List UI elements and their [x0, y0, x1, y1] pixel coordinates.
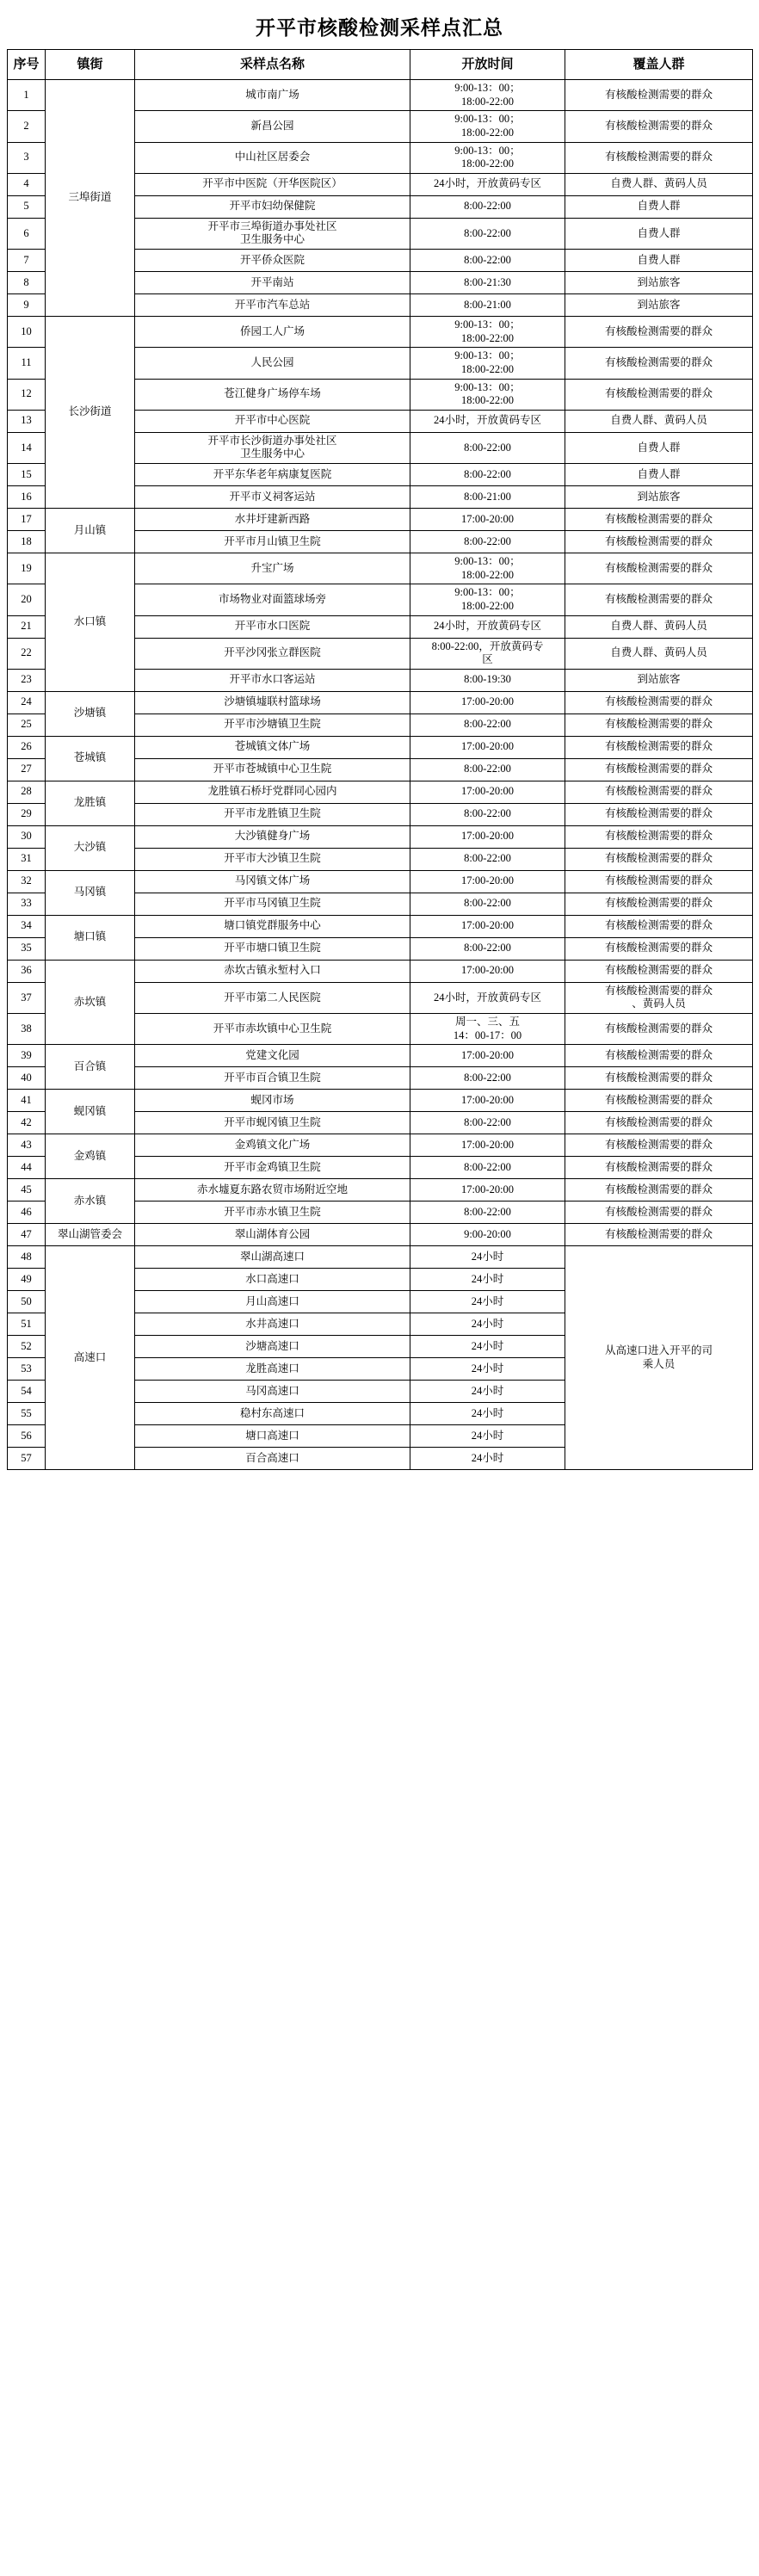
cell-site: 水井高速口: [135, 1313, 410, 1336]
cell-town: 苍城镇: [46, 736, 135, 781]
cell-group: 有核酸检测需要的群众: [565, 111, 753, 142]
cell-index: 49: [8, 1269, 46, 1291]
cell-site: 侨园工人广场: [135, 317, 410, 348]
cell-site: 开平市三埠街道办事处社区 卫生服务中心: [135, 218, 410, 249]
cell-site: 翠山湖体育公园: [135, 1224, 410, 1246]
cell-time: 24小时: [410, 1448, 565, 1470]
cell-site: 城市南广场: [135, 80, 410, 111]
cell-site: 月山高速口: [135, 1291, 410, 1313]
cell-index: 7: [8, 250, 46, 272]
cell-index: 41: [8, 1090, 46, 1112]
cell-time: 9:00-13：00； 18:00-22:00: [410, 111, 565, 142]
cell-site: 马冈镇文体广场: [135, 870, 410, 893]
table-row: [8, 1179, 753, 1202]
column-header-group: 覆盖人群: [565, 50, 753, 80]
cell-town: 塘口镇: [46, 915, 135, 960]
cell-group: 有核酸检测需要的群众: [565, 1112, 753, 1134]
cell-site: 开平市赤水镇卫生院: [135, 1202, 410, 1224]
cell-site: 塘口镇党群服务中心: [135, 915, 410, 937]
cell-index: 13: [8, 410, 46, 432]
cell-index: 36: [8, 960, 46, 982]
cell-site: 开平市马冈镇卫生院: [135, 893, 410, 915]
cell-group: 有核酸检测需要的群众: [565, 803, 753, 825]
cell-site: 升宝广场: [135, 553, 410, 584]
cell-index: 48: [8, 1246, 46, 1269]
cell-time: 8:00-22:00: [410, 218, 565, 249]
cell-site: 马冈高速口: [135, 1381, 410, 1403]
cell-group: 自费人群、黄码人员: [565, 638, 753, 669]
cell-group: 有核酸检测需要的群众: [565, 1090, 753, 1112]
cell-site: 沙塘镇墟联村篮球场: [135, 691, 410, 713]
cell-group: 有核酸检测需要的群众: [565, 758, 753, 781]
cell-group: 自费人群: [565, 432, 753, 463]
cell-group: 有核酸检测需要的群众: [565, 915, 753, 937]
cell-town: 翠山湖管委会: [46, 1224, 135, 1246]
table-row: [8, 1224, 753, 1246]
cell-index: 18: [8, 531, 46, 553]
cell-time: 24小时: [410, 1291, 565, 1313]
table-row: [8, 553, 753, 584]
cell-group: 有核酸检测需要的群众: [565, 825, 753, 848]
cell-group: 有核酸检测需要的群众: [565, 1067, 753, 1090]
cell-group: 有核酸检测需要的群众: [565, 80, 753, 111]
cell-site: 龙胜高速口: [135, 1358, 410, 1381]
cell-index: 10: [8, 317, 46, 348]
cell-time: 9:00-13：00； 18:00-22:00: [410, 379, 565, 410]
cell-index: 8: [8, 272, 46, 294]
column-header-site: 采样点名称: [135, 50, 410, 80]
cell-time: 24小时，开放黄码专区: [410, 410, 565, 432]
cell-town: 长沙街道: [46, 317, 135, 509]
cell-site: 开平侨众医院: [135, 250, 410, 272]
cell-time: 24小时，开放黄码专区: [410, 615, 565, 638]
cell-group: 有核酸检测需要的群众: [565, 553, 753, 584]
column-header-index: 序号: [8, 50, 46, 80]
cell-group: 自费人群: [565, 195, 753, 218]
cell-group: 有核酸检测需要的群众: [565, 1014, 753, 1045]
cell-time: 17:00-20:00: [410, 509, 565, 531]
cell-time: 17:00-20:00: [410, 1179, 565, 1202]
cell-index: 46: [8, 1202, 46, 1224]
table-row: [8, 509, 753, 531]
cell-site: 沙塘高速口: [135, 1336, 410, 1358]
cell-site: 开平市金鸡镇卫生院: [135, 1157, 410, 1179]
cell-time: 8:00-22:00: [410, 937, 565, 960]
cell-group: 有核酸检测需要的群众: [565, 142, 753, 173]
cell-group: 自费人群、黄码人员: [565, 615, 753, 638]
cell-site: 开平东华老年病康复医院: [135, 464, 410, 486]
cell-time: 8:00-19:30: [410, 669, 565, 691]
cell-index: 34: [8, 915, 46, 937]
cell-site: 开平市大沙镇卫生院: [135, 848, 410, 870]
cell-site: 塘口高速口: [135, 1425, 410, 1448]
cell-group: 到站旅客: [565, 272, 753, 294]
cell-index: 12: [8, 379, 46, 410]
cell-site: 赤坎古镇永堑村入口: [135, 960, 410, 982]
table-body: [8, 80, 753, 1470]
cell-time: 17:00-20:00: [410, 781, 565, 803]
cell-group: 有核酸检测需要的群众: [565, 531, 753, 553]
cell-group: 有核酸检测需要的群众: [565, 713, 753, 736]
cell-town: 赤坎镇: [46, 960, 135, 1045]
sampling-points-table: [7, 49, 753, 1470]
cell-group: 有核酸检测需要的群众: [565, 736, 753, 758]
cell-time: 24小时: [410, 1381, 565, 1403]
cell-group: 有核酸检测需要的群众: [565, 1179, 753, 1202]
cell-site: 开平市第二人民医院: [135, 982, 410, 1013]
cell-group: 有核酸检测需要的群众: [565, 317, 753, 348]
cell-group: 自费人群、黄码人员: [565, 173, 753, 195]
cell-site: 水口高速口: [135, 1269, 410, 1291]
cell-group: 到站旅客: [565, 669, 753, 691]
cell-time: 8:00-22:00: [410, 1112, 565, 1134]
cell-index: 54: [8, 1381, 46, 1403]
cell-time: 8:00-22:00: [410, 758, 565, 781]
cell-site: 苍江健身广场停车场: [135, 379, 410, 410]
cell-group: 到站旅客: [565, 294, 753, 317]
cell-group: 有核酸检测需要的群众: [565, 1157, 753, 1179]
column-header-time: 开放时间: [410, 50, 565, 80]
cell-group: 有核酸检测需要的群众 、黄码人员: [565, 982, 753, 1013]
cell-site: 新昌公园: [135, 111, 410, 142]
page-title: 开平市核酸检测采样点汇总: [256, 17, 503, 39]
cell-time: 24小时: [410, 1336, 565, 1358]
cell-time: 17:00-20:00: [410, 915, 565, 937]
cell-group: 有核酸检测需要的群众: [565, 1202, 753, 1224]
cell-index: 30: [8, 825, 46, 848]
cell-time: 8:00-21:00: [410, 486, 565, 509]
cell-site: 开平市长沙街道办事处社区 卫生服务中心: [135, 432, 410, 463]
cell-index: 28: [8, 781, 46, 803]
cell-site: 开平市中医院（开华医院区）: [135, 173, 410, 195]
cell-group: 自费人群: [565, 250, 753, 272]
cell-group: 有核酸检测需要的群众: [565, 584, 753, 615]
cell-index: 16: [8, 486, 46, 509]
cell-group: 有核酸检测需要的群众: [565, 691, 753, 713]
cell-time: 24小时: [410, 1313, 565, 1336]
cell-site: 开平南站: [135, 272, 410, 294]
cell-group: 有核酸检测需要的群众: [565, 379, 753, 410]
cell-index: 14: [8, 432, 46, 463]
cell-index: 45: [8, 1179, 46, 1202]
cell-group: 有核酸检测需要的群众: [565, 893, 753, 915]
cell-group: 有核酸检测需要的群众: [565, 509, 753, 531]
cell-index: 32: [8, 870, 46, 893]
cell-town: 金鸡镇: [46, 1134, 135, 1179]
cell-index: 20: [8, 584, 46, 615]
cell-index: 31: [8, 848, 46, 870]
cell-index: 37: [8, 982, 46, 1013]
cell-index: 24: [8, 691, 46, 713]
cell-time: 17:00-20:00: [410, 825, 565, 848]
cell-site: 开平市龙胜镇卫生院: [135, 803, 410, 825]
cell-index: 47: [8, 1224, 46, 1246]
cell-time: 8:00-22:00: [410, 803, 565, 825]
cell-time: 17:00-20:00: [410, 1090, 565, 1112]
cell-index: 40: [8, 1067, 46, 1090]
cell-index: 53: [8, 1358, 46, 1381]
cell-time: 8:00-22:00: [410, 464, 565, 486]
cell-town: 马冈镇: [46, 870, 135, 915]
cell-time: 17:00-20:00: [410, 870, 565, 893]
cell-index: 22: [8, 638, 46, 669]
cell-site: 赤水墟夏东路农贸市场附近空地: [135, 1179, 410, 1202]
column-header-town: 镇街: [46, 50, 135, 80]
cell-time: 9:00-13：00； 18:00-22:00: [410, 553, 565, 584]
cell-index: 29: [8, 803, 46, 825]
table-row: [8, 1045, 753, 1067]
cell-town: 月山镇: [46, 509, 135, 553]
cell-site: 开平市月山镇卫生院: [135, 531, 410, 553]
table-row: [8, 960, 753, 982]
cell-index: 57: [8, 1448, 46, 1470]
cell-index: 42: [8, 1112, 46, 1134]
cell-site: 市场物业对面篮球场旁: [135, 584, 410, 615]
cell-group: 到站旅客: [565, 486, 753, 509]
cell-time: 8:00-22:00: [410, 1067, 565, 1090]
cell-group: 有核酸检测需要的群众: [565, 937, 753, 960]
cell-site: 开平市百合镇卫生院: [135, 1067, 410, 1090]
cell-group: 自费人群、黄码人员: [565, 410, 753, 432]
table-row: [8, 781, 753, 803]
cell-group: 有核酸检测需要的群众: [565, 1045, 753, 1067]
cell-site: 开平市水口客运站: [135, 669, 410, 691]
table-row: [8, 691, 753, 713]
cell-time: 24小时: [410, 1269, 565, 1291]
cell-town: 蚬冈镇: [46, 1090, 135, 1134]
cell-time: 17:00-20:00: [410, 960, 565, 982]
cell-time: 24小时: [410, 1403, 565, 1425]
cell-time: 9:00-13：00； 18:00-22:00: [410, 80, 565, 111]
cell-index: 2: [8, 111, 46, 142]
table-row: [8, 1090, 753, 1112]
cell-time: 8:00-22:00: [410, 848, 565, 870]
cell-town: 沙塘镇: [46, 691, 135, 736]
table-row: [8, 1246, 753, 1269]
cell-time: 8:00-21:00: [410, 294, 565, 317]
cell-site: 大沙镇健身广场: [135, 825, 410, 848]
cell-index: 5: [8, 195, 46, 218]
cell-site: 中山社区居委会: [135, 142, 410, 173]
cell-group: 有核酸检测需要的群众: [565, 1224, 753, 1246]
cell-site: 蚬冈市场: [135, 1090, 410, 1112]
cell-group: 从高速口进入开平的司 乘人员: [565, 1246, 753, 1470]
cell-town: 赤水镇: [46, 1179, 135, 1224]
cell-index: 11: [8, 348, 46, 379]
cell-index: 17: [8, 509, 46, 531]
cell-site: 龙胜镇石桥圩党群同心园内: [135, 781, 410, 803]
cell-site: 开平市水口医院: [135, 615, 410, 638]
cell-site: 开平市义祠客运站: [135, 486, 410, 509]
cell-index: 19: [8, 553, 46, 584]
cell-group: 有核酸检测需要的群众: [565, 348, 753, 379]
cell-town: 百合镇: [46, 1045, 135, 1090]
cell-time: 8:00-22:00: [410, 250, 565, 272]
cell-index: 23: [8, 669, 46, 691]
cell-site: 开平市苍城镇中心卫生院: [135, 758, 410, 781]
cell-site: 开平市汽车总站: [135, 294, 410, 317]
cell-time: 周一、三、五 14：00-17：00: [410, 1014, 565, 1045]
cell-site: 开平市塘口镇卫生院: [135, 937, 410, 960]
cell-site: 开平市中心医院: [135, 410, 410, 432]
cell-time: 8:00-22:00: [410, 1157, 565, 1179]
cell-group: 有核酸检测需要的群众: [565, 960, 753, 982]
cell-time: 8:00-22:00: [410, 531, 565, 553]
cell-index: 55: [8, 1403, 46, 1425]
cell-time: 8:00-22:00: [410, 713, 565, 736]
cell-site: 开平市蚬冈镇卫生院: [135, 1112, 410, 1134]
cell-index: 39: [8, 1045, 46, 1067]
cell-site: 苍城镇文体广场: [135, 736, 410, 758]
cell-time: 8:00-22:00: [410, 432, 565, 463]
cell-time: 8:00-22:00: [410, 195, 565, 218]
cell-group: 有核酸检测需要的群众: [565, 1134, 753, 1157]
cell-time: 8:00-22:00: [410, 893, 565, 915]
cell-time: 9:00-13：00； 18:00-22:00: [410, 348, 565, 379]
cell-time: 17:00-20:00: [410, 736, 565, 758]
table-header-row: [8, 50, 753, 80]
cell-index: 51: [8, 1313, 46, 1336]
cell-index: 44: [8, 1157, 46, 1179]
cell-site: 稳村东高速口: [135, 1403, 410, 1425]
cell-time: 8:00-22:00，开放黄码专 区: [410, 638, 565, 669]
cell-time: 9:00-13：00； 18:00-22:00: [410, 142, 565, 173]
cell-index: 27: [8, 758, 46, 781]
cell-index: 26: [8, 736, 46, 758]
cell-time: 24小时: [410, 1358, 565, 1381]
cell-index: 1: [8, 80, 46, 111]
cell-town: 大沙镇: [46, 825, 135, 870]
cell-site: 开平市沙塘镇卫生院: [135, 713, 410, 736]
cell-index: 21: [8, 615, 46, 638]
table-header: [8, 50, 753, 80]
cell-time: 8:00-22:00: [410, 1202, 565, 1224]
cell-town: 高速口: [46, 1246, 135, 1470]
cell-time: 17:00-20:00: [410, 1045, 565, 1067]
cell-time: 24小时: [410, 1246, 565, 1269]
cell-site: 翠山湖高速口: [135, 1246, 410, 1269]
cell-index: 6: [8, 218, 46, 249]
cell-time: 24小时，开放黄码专区: [410, 982, 565, 1013]
cell-group: 自费人群: [565, 218, 753, 249]
table-row: [8, 1134, 753, 1157]
cell-index: 9: [8, 294, 46, 317]
cell-site: 开平沙冈张立群医院: [135, 638, 410, 669]
cell-index: 50: [8, 1291, 46, 1313]
cell-time: 9:00-13：00； 18:00-22:00: [410, 317, 565, 348]
cell-index: 3: [8, 142, 46, 173]
table-row: [8, 317, 753, 348]
cell-site: 开平市赤坎镇中心卫生院: [135, 1014, 410, 1045]
cell-site: 人民公园: [135, 348, 410, 379]
cell-site: 金鸡镇文化广场: [135, 1134, 410, 1157]
cell-group: 有核酸检测需要的群众: [565, 848, 753, 870]
cell-site: 百合高速口: [135, 1448, 410, 1470]
table-row: [8, 825, 753, 848]
cell-index: 52: [8, 1336, 46, 1358]
cell-group: 自费人群: [565, 464, 753, 486]
cell-town: 水口镇: [46, 553, 135, 692]
table-row: [8, 870, 753, 893]
cell-site: 开平市妇幼保健院: [135, 195, 410, 218]
table-row: [8, 80, 753, 111]
cell-index: 43: [8, 1134, 46, 1157]
cell-time: 17:00-20:00: [410, 691, 565, 713]
cell-index: 15: [8, 464, 46, 486]
cell-index: 4: [8, 173, 46, 195]
cell-town: 三埠街道: [46, 80, 135, 317]
cell-site: 党建文化园: [135, 1045, 410, 1067]
table-row: [8, 736, 753, 758]
cell-time: 9:00-13：00； 18:00-22:00: [410, 584, 565, 615]
cell-time: 17:00-20:00: [410, 1134, 565, 1157]
cell-time: 24小时，开放黄码专区: [410, 173, 565, 195]
cell-group: 有核酸检测需要的群众: [565, 870, 753, 893]
cell-index: 35: [8, 937, 46, 960]
cell-site: 水井圩建新西路: [135, 509, 410, 531]
cell-index: 56: [8, 1425, 46, 1448]
cell-index: 38: [8, 1014, 46, 1045]
cell-town: 龙胜镇: [46, 781, 135, 825]
cell-time: 8:00-21:30: [410, 272, 565, 294]
cell-time: 24小时: [410, 1425, 565, 1448]
cell-group: 有核酸检测需要的群众: [565, 781, 753, 803]
cell-time: 9:00-20:00: [410, 1224, 565, 1246]
cell-index: 33: [8, 893, 46, 915]
cell-index: 25: [8, 713, 46, 736]
table-row: [8, 915, 753, 937]
